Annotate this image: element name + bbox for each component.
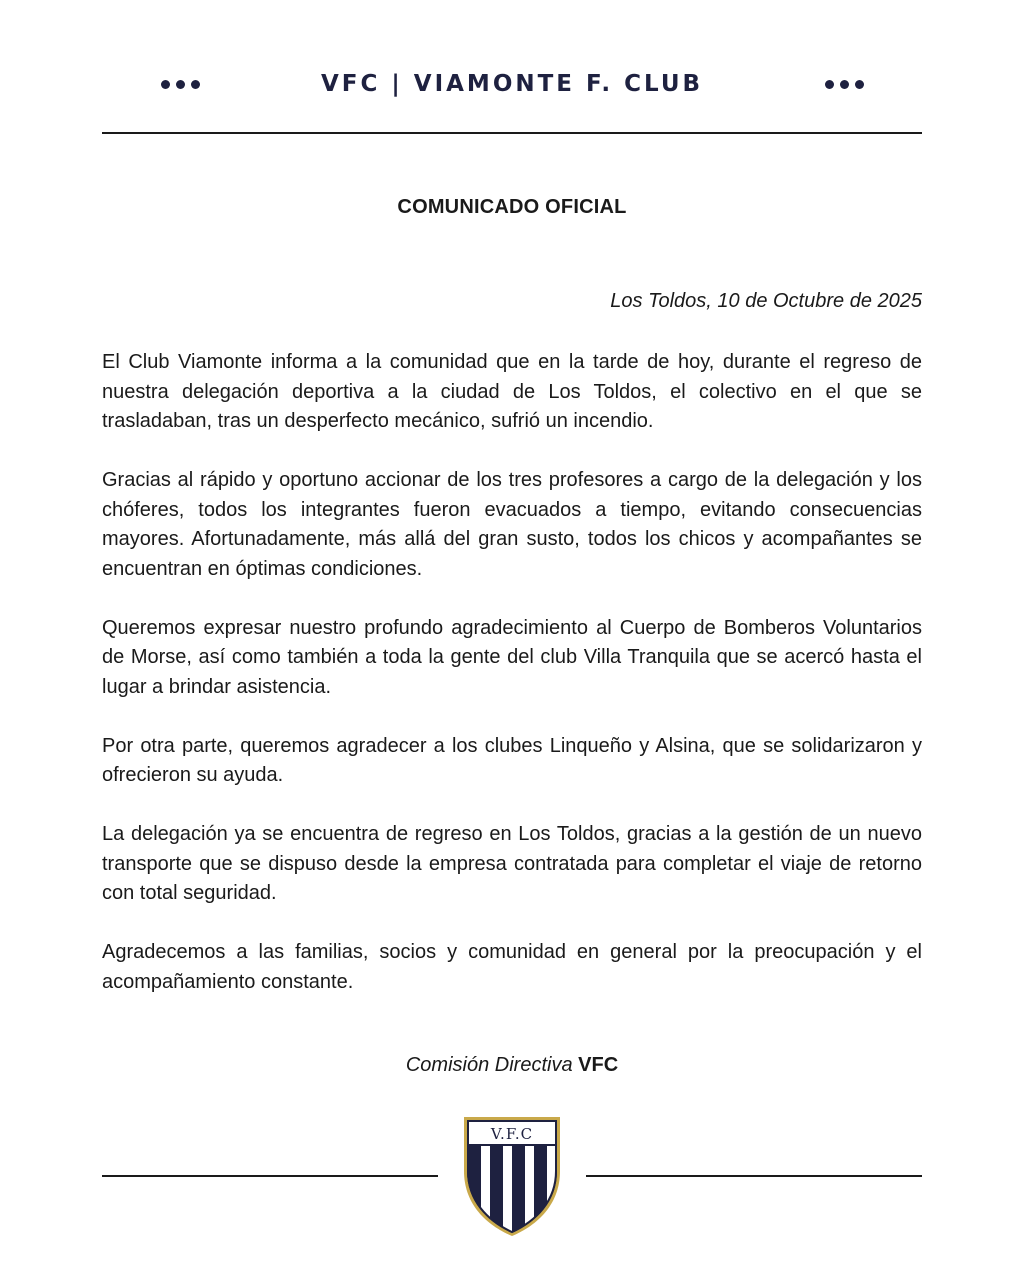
paragraph: El Club Viamonte informa a la comunidad que en la tarde de hoy, durante el regreso de nuestra delegación deportiva a la ciudad de Los Toldos, el colectivo en el que se trasladaban, tras un desperfecto mecánico, sufrió un incendio. — [102, 351, 922, 432]
bottom-divider-right — [586, 1175, 922, 1177]
paragraph: Agradecemos a las familias, socios y comunidad en general por la preocupación y el acompañamiento constante. — [102, 941, 922, 993]
signature-bold: VFC — [578, 1054, 619, 1076]
club-crest-icon — [460, 1115, 564, 1237]
signature — [102, 1054, 922, 1077]
top-divider — [102, 132, 922, 134]
dots-left-icon — [150, 80, 210, 89]
paragraph: La delegación ya se encuentra de regreso en Los Toldos, gracias a la gestión de un nuevo transporte que se dispuso desde la empresa contratada para completar el viaje de retorno con total seguridad. — [102, 823, 922, 904]
signature-italic: Comisión Directiva — [405, 1054, 573, 1076]
brand-title: VFC | VIAMONTE F. CLUB — [320, 71, 704, 97]
crest-label: V.F.C — [490, 1125, 534, 1143]
paragraph: Por otra parte, queremos agradecer a los clubes Linqueño y Alsina, que se solidarizaron y ofrecieron su ayuda. — [102, 734, 922, 786]
paragraph: Gracias al rápido y oportuno accionar de los tres profesores a cargo de la delegación y los chóferes, todos los integrantes fueron evacuados a tiempo, evitando consecuencias mayores. Afortunadamente, más allá del gran susto, todos los chicos y acompañantes se encuentran en óptimas condiciones. — [102, 469, 922, 580]
paragraph: Queremos expresar nuestro profundo agradecimiento al Cuerpo de Bomberos Voluntarios de Morse, así como también a toda la gente del club Villa Tranquila que se acercó hasta el lugar a brindar asistencia. — [102, 616, 922, 698]
dots-right-icon — [814, 80, 874, 89]
date-line: Los Toldos, 10 de Octubre de 2025 — [610, 290, 922, 312]
document-title: COMUNICADO OFICIAL — [397, 196, 627, 218]
bottom-divider-left — [102, 1175, 438, 1177]
header — [102, 60, 922, 108]
body-text — [102, 348, 922, 1027]
